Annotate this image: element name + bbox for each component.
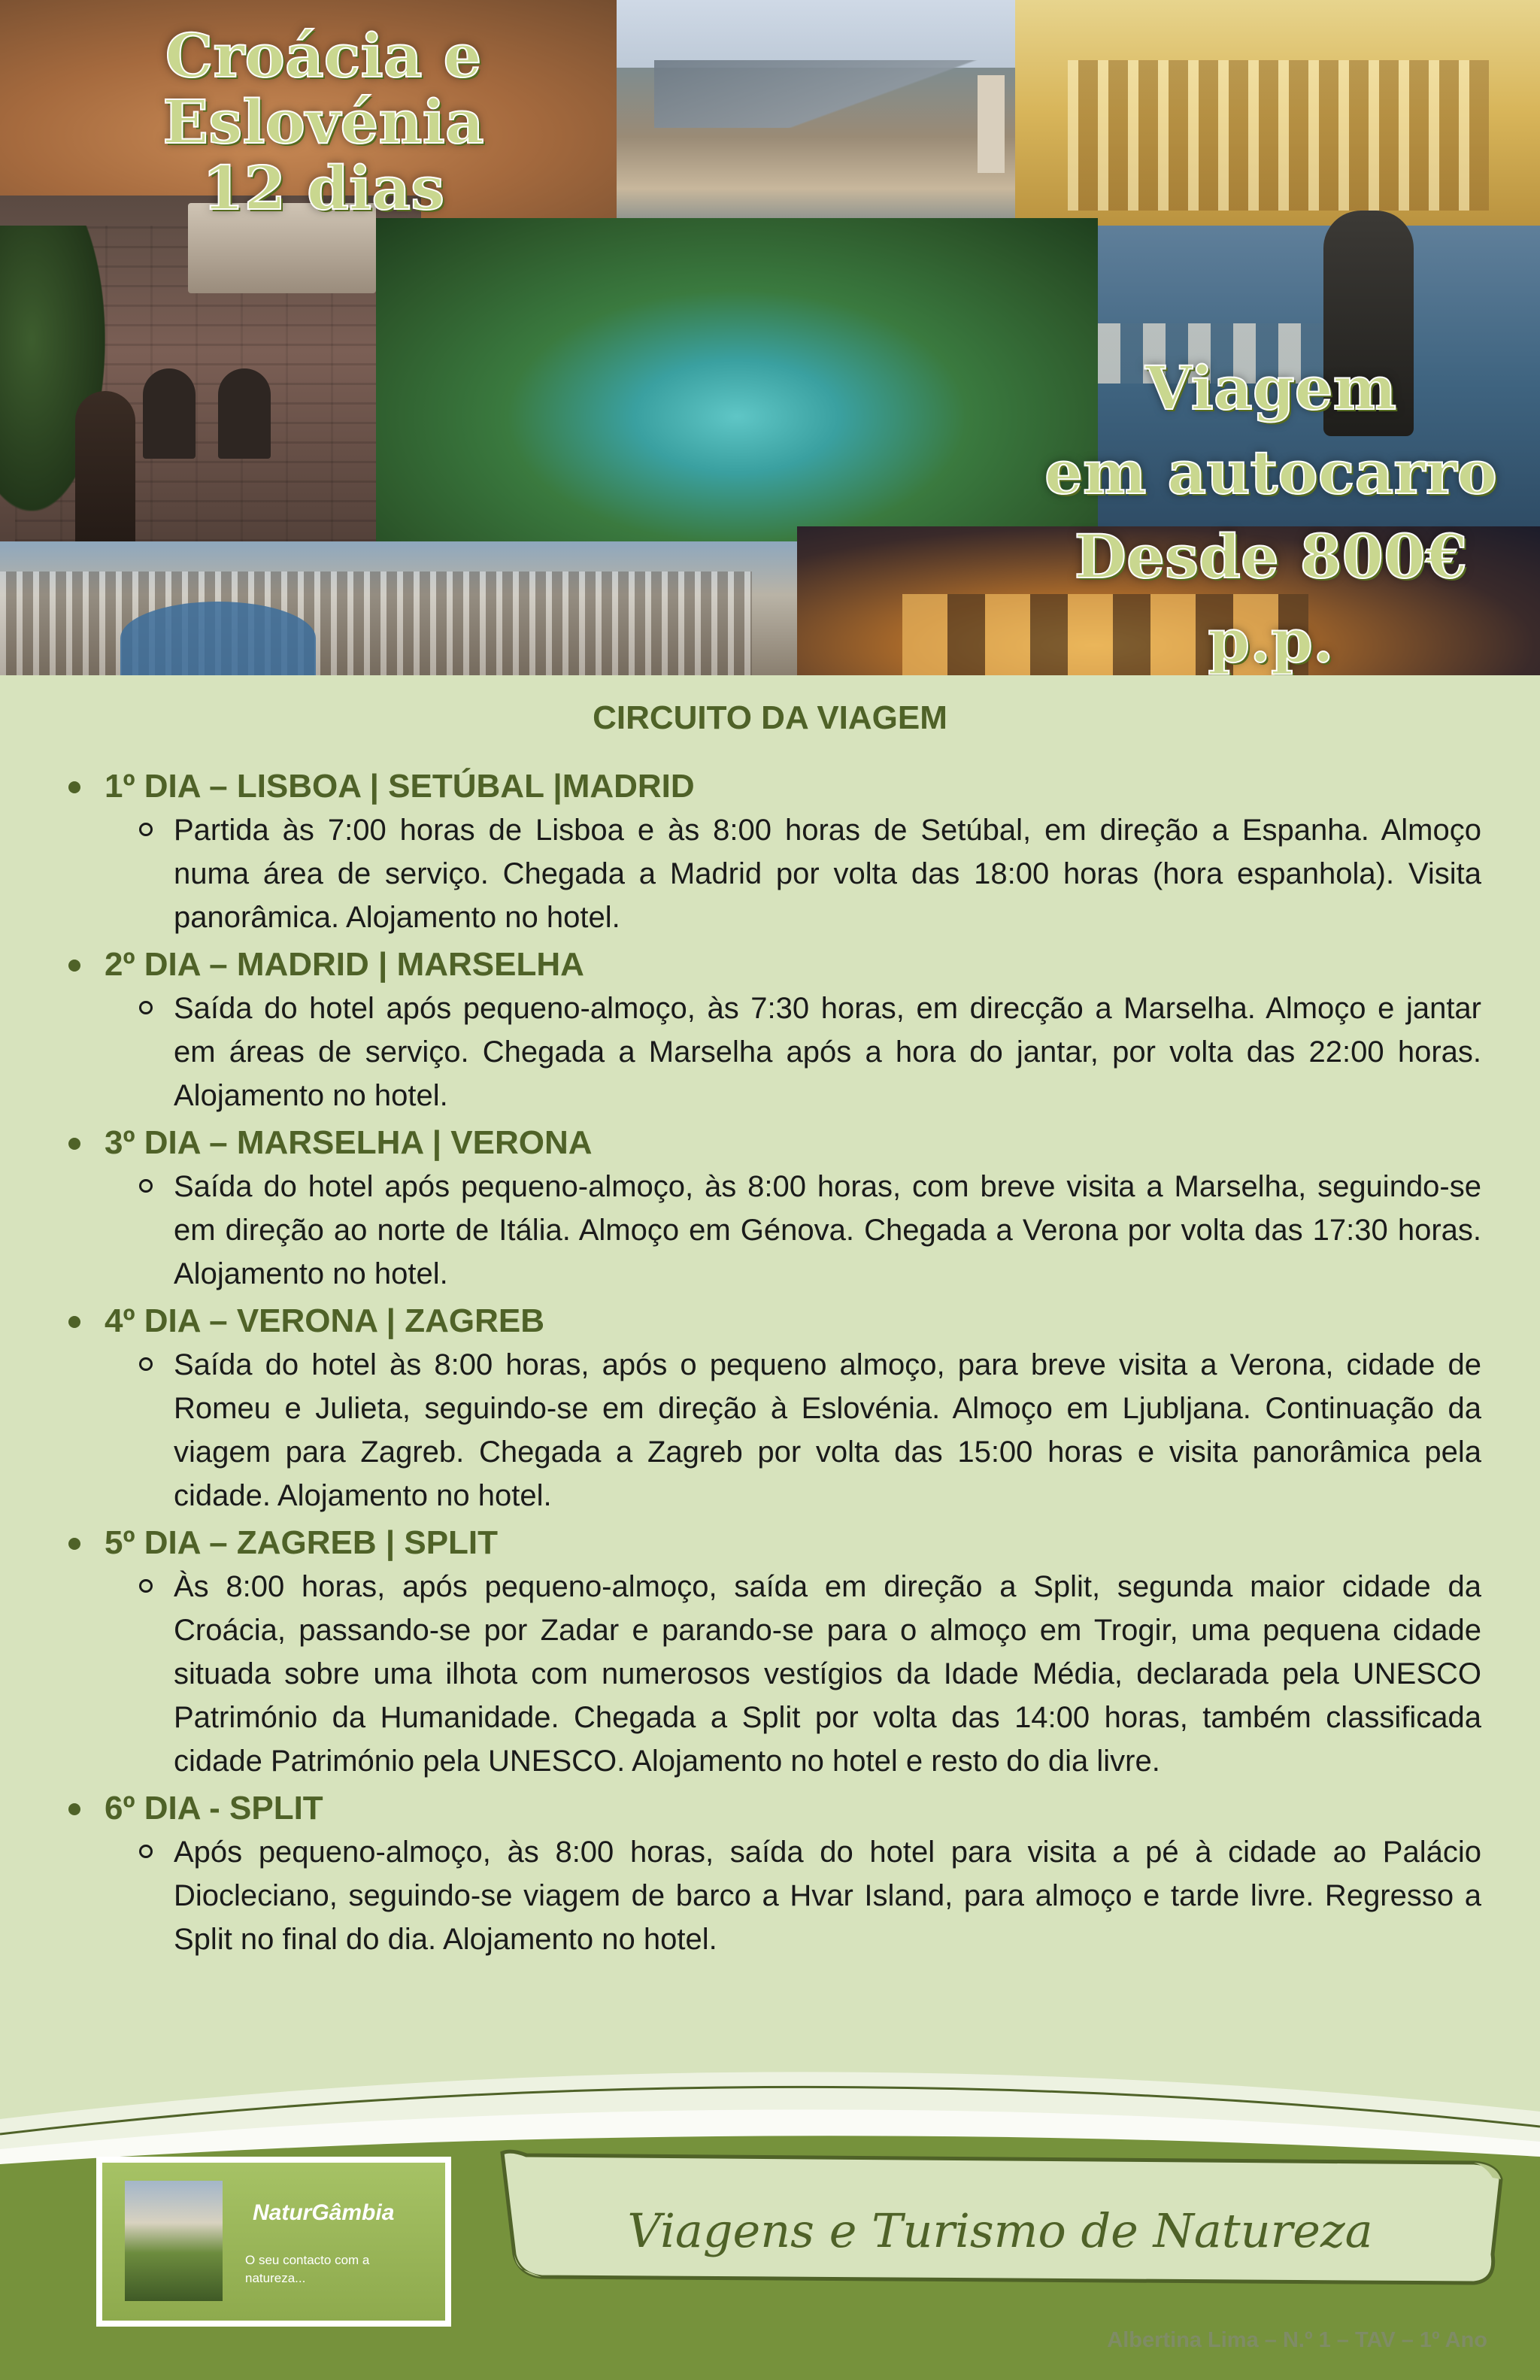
day-item: [64, 1520, 1481, 1783]
offer-line-travel: Viagem: [1144, 353, 1397, 423]
hero-collage: [0, 0, 1540, 675]
circle-bullet-icon: [139, 1357, 153, 1371]
day-heading: [64, 1520, 1481, 1565]
logo-name: NaturGâmbia: [253, 2200, 395, 2225]
circle-bullet-icon: [139, 1001, 153, 1014]
bell-tower-photo: [978, 75, 1005, 173]
author-credit: Albertina Lima – N.º 1 – TAV – 1º Ano: [1107, 2328, 1487, 2352]
bullet-icon: [68, 1538, 80, 1550]
day-heading: [64, 1120, 1481, 1165]
day-description-text: Saída do hotel após pequeno-almoço, às 7:30 horas, em direcção a Marselha. Almoço e jantar em áreas de serviço. Chegada a Marselha após a hora do jantar, por volta das 22:00 horas. Alojamento no hotel.: [174, 992, 1481, 1112]
day-description: [64, 1565, 1481, 1783]
bay-water: [120, 602, 316, 675]
city-buildings: [0, 572, 752, 675]
logo-panel: [102, 2163, 445, 2321]
trip-offer: [1008, 346, 1534, 675]
plitvice-lakes-photo: [376, 218, 1098, 579]
day-heading: [64, 764, 1481, 808]
day-description-text: Após pequeno-almoço, às 8:00 horas, saída do hotel para visita a pé à cidade ao Palácio Diocleciano, seguindo-se viagem de barco a Hvar Island, para almoço e tarde livre. Regresso a Split no final do dia. Alojamento no hotel.: [174, 1836, 1481, 1956]
company-logo: [96, 2157, 451, 2327]
bullet-icon: [68, 1138, 80, 1150]
circle-bullet-icon: [139, 1579, 153, 1593]
offer-line-transport: em autocarro: [1044, 437, 1497, 508]
circle-bullet-icon: [139, 1179, 153, 1193]
day-description-text: Saída do hotel às 8:00 horas, após o pequeno almoço, para breve visita a Verona, cidade de Romeu e Julieta, seguindo-se em direção à Eslovénia. Almoço em Ljubljana. Continuação da viagem para Zagreb. Chegada a Zagreb por volta das 15:00 horas e visita panorâmica pela cidade. Alojamento no hotel.: [174, 1348, 1481, 1512]
day-heading-text: 6º DIA - SPLIT: [105, 1790, 323, 1827]
day-item: [64, 1786, 1481, 1961]
day-description: [64, 808, 1481, 939]
day-description-text: Saída do hotel após pequeno-almoço, às 8:00 horas, com breve visita a Marselha, seguindo-se em direção ao norte de Itália. Almoço em Génova. Chegada a Verona por volta das 17:30 horas. Alojamento no hotel.: [174, 1170, 1481, 1290]
footer: [0, 2029, 1540, 2380]
day-heading: [64, 1786, 1481, 1830]
day-heading-text: 1º DIA – LISBOA | SETÚBAL |MADRID: [105, 768, 695, 805]
circle-bullet-icon: [139, 823, 153, 836]
day-list: [64, 764, 1481, 1964]
bullet-icon: [68, 960, 80, 972]
mountain-photo: [654, 60, 1000, 128]
arched-window: [218, 368, 271, 459]
bullet-icon: [68, 1803, 80, 1815]
trip-title-line: Croácia e Eslovénia: [162, 20, 484, 157]
day-description-text: Partida às 7:00 horas de Lisboa e às 8:00 horas de Setúbal, em direção a Espanha. Almoço numa área de serviço. Chegada a Madrid por volta das 18:00 horas (hora espanhola). Visita panorâmica. Alojamento no hotel.: [174, 814, 1481, 934]
day-heading: [64, 942, 1481, 987]
day-item: [64, 942, 1481, 1117]
day-item: [64, 764, 1481, 939]
day-heading: [64, 1299, 1481, 1343]
itinerary-section: [0, 675, 1540, 2029]
day-description: [64, 1830, 1481, 1961]
offer-line-price: Desde 800€ p.p.: [1074, 521, 1468, 675]
logo-house-photo: [125, 2181, 223, 2301]
day-heading-text: 3º DIA – MARSELHA | VERONA: [105, 1124, 593, 1161]
day-description-text: Às 8:00 horas, após pequeno-almoço, saída em direção a Split, segunda maior cidade da Croácia, passando-se por Zadar e parando-se para o almoço em Trogir, uma pequena cidade situada sobre uma ilhota com numerosos vestígios da Idade Média, declarada pela UNESCO Património da Humanidade. Chegada a Split por volta das 14:00 horas, também classificada cidade Património pela UNESCO. Alojamento no hotel e resto do dia livre.: [174, 1570, 1481, 1778]
day-heading-text: 2º DIA – MADRID | MARSELHA: [105, 946, 584, 983]
trip-duration: 12 dias: [202, 153, 445, 223]
day-heading-text: 4º DIA – VERONA | ZAGREB: [105, 1302, 544, 1339]
day-description: [64, 1343, 1481, 1517]
day-item: [64, 1120, 1481, 1296]
arched-window: [143, 368, 196, 459]
circle-bullet-icon: [139, 1845, 153, 1858]
logo-tagline: O seu contacto com a natureza...: [245, 2253, 370, 2285]
day-heading-text: 5º DIA – ZAGREB | SPLIT: [105, 1524, 499, 1561]
trip-title: [23, 20, 624, 223]
bullet-icon: [68, 781, 80, 793]
bullet-icon: [68, 1316, 80, 1328]
theatre-columns: [1068, 60, 1489, 211]
day-description: [64, 987, 1481, 1117]
day-description: [64, 1165, 1481, 1296]
day-item: [64, 1299, 1481, 1517]
section-title: CIRCUITO DA VIAGEM: [593, 699, 947, 736]
banner-text: Viagens e Turismo de Natureza: [627, 2203, 1373, 2258]
